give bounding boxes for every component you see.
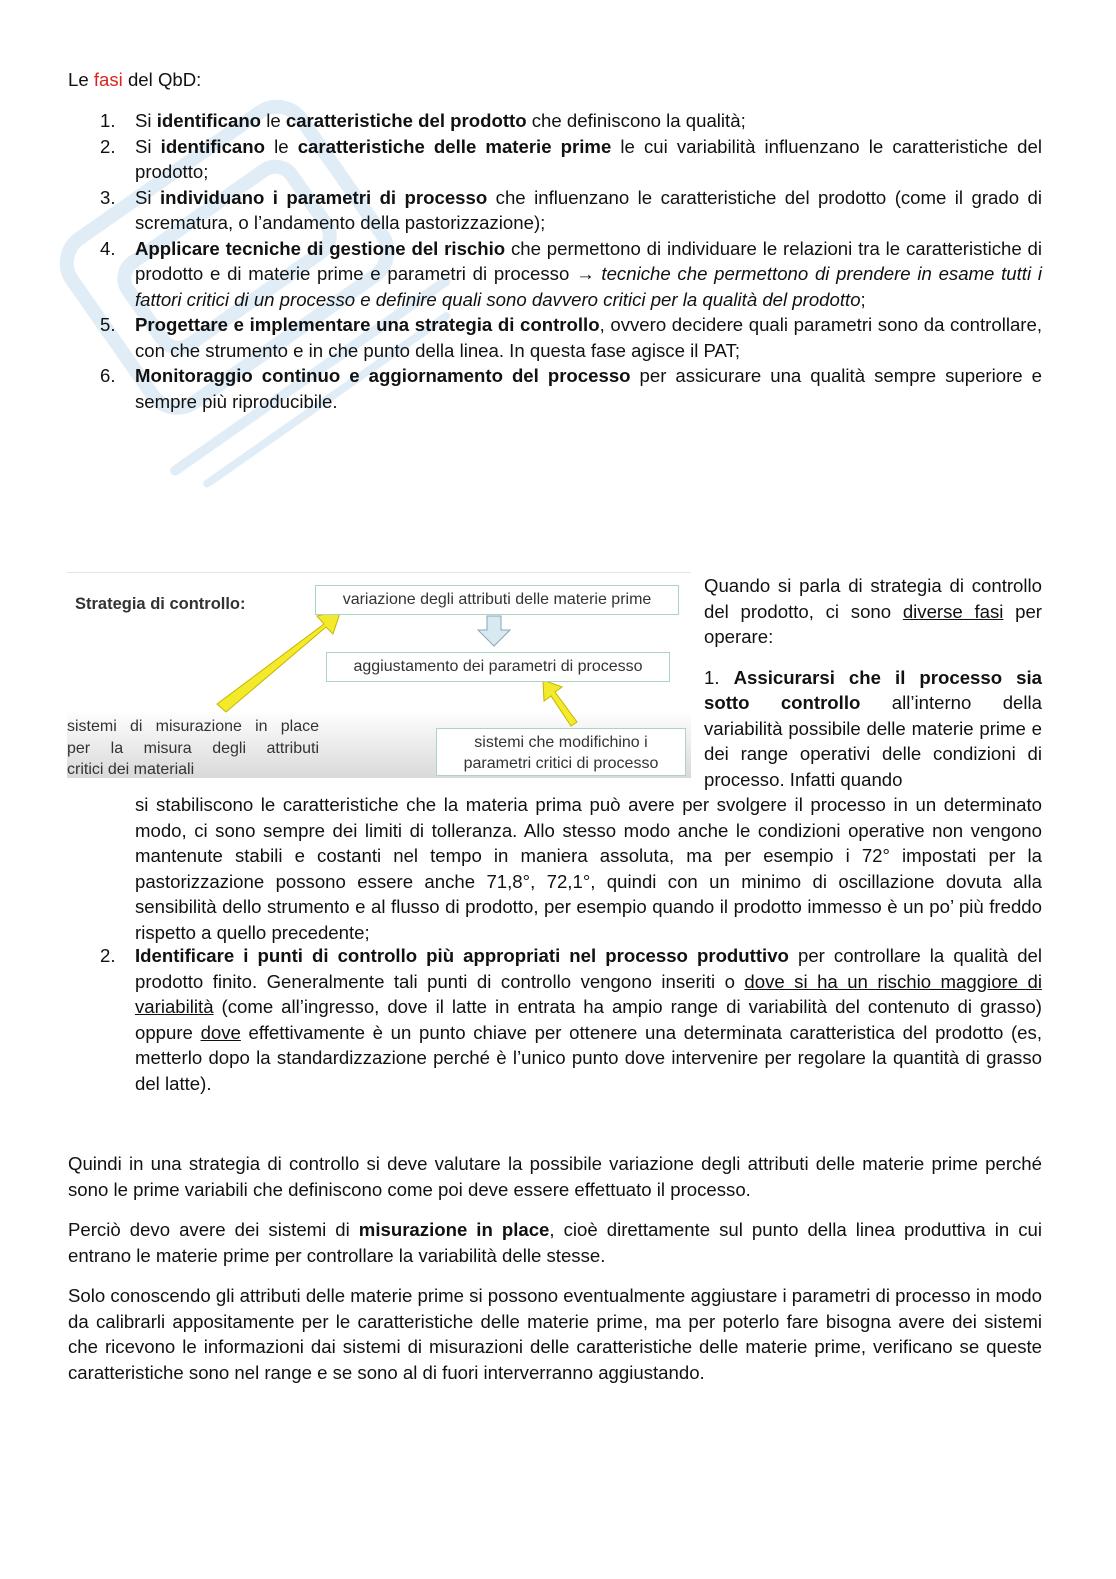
paragraph-adjustment: Solo conoscendo gli attributi delle materie prime si possono eventualmente aggiustare i parametri di processo in modo da calibrarli appositamente per le caratteristiche delle materie prime, ma per poterlo fare bisogna avere dei sistemi che ricevono le informazioni dai sistemi di misurazioni delle caratteristiche delle materie prime, verificano se queste caratteristiche sono nel range e se sono al di fuori interverranno aggiustando. bbox=[68, 1285, 1042, 1383]
heading-highlight: fasi bbox=[93, 69, 123, 90]
phase-item: 4. Applicare tecniche di gestione del rischio che permettono di individuare le relazioni tra le caratteristiche di prodotto e di materie prime e parametri di processo → tecniche che permettono di prendere in esame tutti i fattori critici di un processo e definire quali sono davvero critici per la qualità del prodotto; bbox=[100, 237, 1042, 310]
phase-item: 2. Si identificano le caratteristiche delle materie prime le cui variabilità influenzano le caratteristiche del prodotto; bbox=[100, 135, 1042, 182]
phase-item: 1. Si identificano le caratteristiche del prodotto che definiscono la qualità; bbox=[100, 110, 746, 131]
yellow-arrow-up-right bbox=[217, 610, 341, 712]
paragraph-strategy: Quindi in una strategia di controllo si deve valutare la possibile variazione degli attributi delle materie prime perché sono le prime variabili che definiscono come poi deve essere effettuato il processo. bbox=[68, 1153, 1042, 1200]
control-strategy-diagram bbox=[67, 572, 691, 778]
diagram-title: Strategia di controllo: bbox=[75, 595, 246, 613]
phase-item: 3. Si individuano i parametri di processo che influenzano le caratteristiche del prodotto (come il grado di scrematura, o l’andamento della pastorizzazione); bbox=[100, 186, 1042, 233]
point-1-continuation: si stabiliscono le caratteristiche che la materia prima può avere per svolgere il processo in un determinato modo, ci sono sempre dei limiti di tolleranza. Allo stesso modo anche le condizioni operative non vengono mantenute stabili e costanti nel tempo in maniera assoluta, ma per esempio i 72° impostati per la pastorizzazione possono essere anche 71,8°, 72,1°, quindi con un minimo di oscillazione dovuta alla sensibilità dello strumento e al flusso di prodotto, per esempio quando il prodotto immesso è un po’ più freddo rispetto a quello precedente; bbox=[135, 794, 1042, 943]
box-raw-material-variation: variazione degli attributi delle materie prime bbox=[315, 585, 679, 615]
qbd-phases-list bbox=[68, 108, 1042, 414]
side-column-text bbox=[704, 573, 1042, 792]
paragraph-measurement: Perciò devo avere dei sistemi di misurazione in place, cioè direttamente sul punto della linea produttiva in cui entrano le materie prime per controllare la variabilità delle stesse. bbox=[68, 1219, 1042, 1266]
side-point-1: 1. Assicurarsi che il processo sia sotto controllo all’interno della variabilità possibile delle materie prime e dei range operativi delle condizioni di processo. Infatti quando bbox=[704, 666, 1042, 790]
point-2: 2. Identificare i punti di controllo più appropriati nel processo produttivo per controllare la qualità del prodotto finito. Generalmente tali punti di controllo vengono inseriti o dove si ha un rischio maggiore di variabilità (come all’ingresso, dove il latte in entrata ha ampio range di variabilità del contenuto di grasso) oppure dove effettivamente è un punto chiave per ottenere una determinata caratteristica del prodotto (es, metterlo dopo la standardizzazione perché è l’unico punto dove intervenire per regolare la quantità di grasso del latte). bbox=[100, 945, 1043, 1094]
in-place-measurement-label: sistemi di misurazione in place per la misura degli attributi critici dei materiali bbox=[67, 718, 319, 778]
box-process-adjustment: aggiustamento dei parametri di processo bbox=[326, 652, 670, 682]
box-modifying-systems: sistemi che modifichino i parametri critici di processo bbox=[436, 728, 686, 776]
phase-item: 6. Monitoraggio continuo e aggiornamento del processo per assicurare una qualità sempre superiore e sempre più riproducibile. bbox=[100, 365, 1042, 412]
down-arrow bbox=[478, 616, 510, 646]
phase-item: 5. Progettare e implementare una strategia di controllo, ovvero decidere quali parametri sono da controllare, con che strumento e in che punto della linea. In questa fase agisce il PAT; bbox=[100, 314, 1043, 361]
side-intro: Quando si parla di strategia di controllo del prodotto, ci sono diverse fasi per operare: bbox=[704, 575, 1042, 647]
yellow-arrow-up-left bbox=[543, 680, 577, 726]
section-heading: Le fasi del QbD: bbox=[68, 69, 202, 90]
